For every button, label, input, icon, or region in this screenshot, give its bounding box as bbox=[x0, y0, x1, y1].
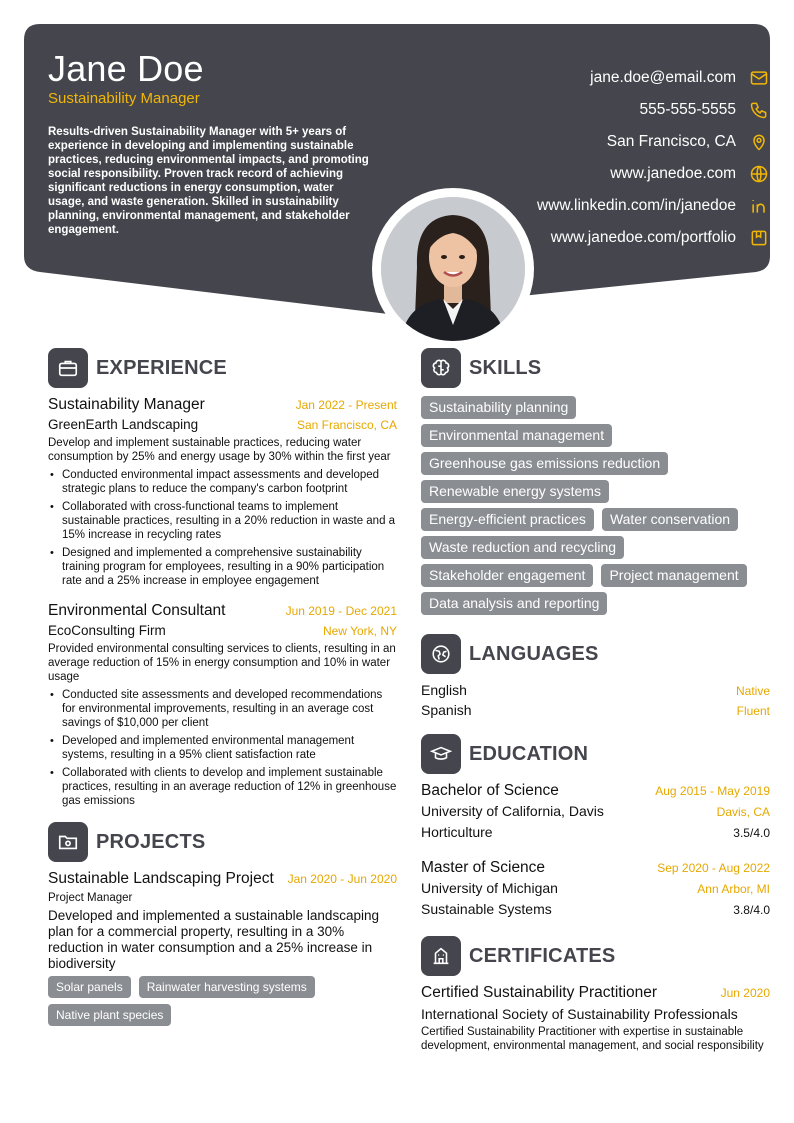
school: University of California, Davis bbox=[421, 803, 604, 819]
degree: Bachelor of Science bbox=[421, 782, 559, 799]
contact-phone-text[interactable]: 555-555-5555 bbox=[639, 101, 736, 118]
contact-location bbox=[450, 126, 770, 158]
project-tag: Solar panels bbox=[48, 976, 131, 998]
job-bullet: • Conducted environmental impact assessments and developed strategic plans to reduce the company's carbon footprint bbox=[48, 468, 397, 496]
skill-tag: Project management bbox=[601, 564, 746, 587]
education-entry bbox=[421, 782, 770, 845]
school: University of Michigan bbox=[421, 880, 558, 896]
contact-phone[interactable] bbox=[450, 94, 770, 126]
job-title: Environmental Consultant bbox=[48, 602, 226, 619]
certificate-title: Certified Sustainability Practitioner bbox=[421, 984, 658, 1001]
portfolio-icon bbox=[748, 227, 770, 249]
location-pin-icon bbox=[748, 131, 770, 153]
job-title: Sustainability Manager bbox=[48, 396, 205, 413]
contact-website-text[interactable]: www.janedoe.com bbox=[610, 165, 736, 182]
certificate-description: Certified Sustainability Practitioner with expertise in sustainable development, environmental management, and social responsibility bbox=[421, 1026, 764, 1052]
company-name: GreenEarth Landscaping bbox=[48, 417, 199, 432]
gpa: 3.8/4.0 bbox=[733, 903, 770, 917]
certificate-organization: International Society of Sustainability Professionals bbox=[421, 1006, 738, 1022]
skill-tag: Stakeholder engagement bbox=[421, 564, 593, 587]
education-title: EDUCATION bbox=[469, 742, 589, 765]
certificates-section-header bbox=[421, 936, 770, 976]
right-column bbox=[421, 348, 770, 1063]
job-bullets bbox=[48, 468, 397, 588]
languages-list bbox=[421, 682, 770, 722]
gpa: 3.5/4.0 bbox=[733, 826, 770, 840]
experience-title: EXPERIENCE bbox=[96, 356, 227, 379]
language-level: Native bbox=[735, 684, 770, 698]
language-name: English bbox=[421, 682, 467, 698]
job-date: Jan 2022 - Present bbox=[295, 398, 397, 412]
skills-section-header bbox=[421, 348, 770, 388]
project-tag: Rainwater harvesting systems bbox=[139, 976, 315, 998]
projects-section-header bbox=[48, 822, 397, 862]
experience-entry bbox=[48, 602, 397, 808]
education-entry bbox=[421, 859, 770, 922]
projects-title: PROJECTS bbox=[96, 830, 206, 853]
left-column bbox=[48, 348, 397, 1042]
skill-tag: Sustainability planning bbox=[421, 396, 576, 419]
job-date: Jun 2019 - Dec 2021 bbox=[285, 604, 397, 618]
job-bullets bbox=[48, 688, 397, 808]
profile-photo bbox=[381, 197, 525, 341]
candidate-name: Jane Doe bbox=[48, 48, 204, 89]
job-bullet: • Developed and implemented environmental management systems, resulting in a 95% client satisfaction rate bbox=[48, 734, 397, 762]
project-title: Sustainable Landscaping Project bbox=[48, 870, 274, 887]
contact-portfolio-text[interactable]: www.janedoe.com/portfolio bbox=[550, 229, 736, 246]
skill-tag: Environmental management bbox=[421, 424, 612, 447]
project-date: Jan 2020 - Jun 2020 bbox=[287, 872, 397, 886]
project-tag: Native plant species bbox=[48, 1004, 171, 1026]
languages-title: LANGUAGES bbox=[469, 642, 599, 665]
field-of-study: Sustainable Systems bbox=[421, 901, 552, 917]
contact-email-text[interactable]: jane.doe@email.com bbox=[590, 69, 736, 86]
project-entry bbox=[48, 870, 397, 1032]
mail-icon bbox=[748, 67, 770, 89]
contact-location-text: San Francisco, CA bbox=[606, 133, 736, 150]
company-name: EcoConsulting Firm bbox=[48, 623, 166, 638]
certificate-entry bbox=[421, 984, 770, 1053]
graduation-cap-icon bbox=[421, 734, 461, 774]
job-location: New York, NY bbox=[322, 624, 397, 638]
language-icon bbox=[421, 634, 461, 674]
job-bullet: • Collaborated with clients to develop and implement sustainable practices, resulting in an average reduction of 12% in greenhouse gas emissions bbox=[48, 766, 397, 808]
field-of-study: Horticulture bbox=[421, 824, 493, 840]
skill-tag: Water conservation bbox=[602, 508, 738, 531]
contact-email[interactable] bbox=[450, 62, 770, 94]
language-row bbox=[421, 702, 770, 722]
candidate-role: Sustainability Manager bbox=[48, 90, 200, 107]
job-bullet: • Designed and implemented a comprehensive sustainability training program for employees, resulting in a 90% participation rate and a 25% increase in employee engagement bbox=[48, 546, 397, 588]
profile-photo-frame bbox=[372, 188, 534, 350]
contact-linkedin-text[interactable]: www.linkedin.com/in/janedoe bbox=[536, 197, 736, 214]
project-tags bbox=[48, 976, 397, 1032]
contact-website[interactable] bbox=[450, 158, 770, 190]
experience-section-header bbox=[48, 348, 397, 388]
job-bullet: • Collaborated with cross-functional teams to implement sustainable practices, resulting in a 20% reduction in waste and a 15% increase in recycling rates bbox=[48, 500, 397, 542]
languages-section-header bbox=[421, 634, 770, 674]
school-location: Ann Arbor, MI bbox=[697, 882, 770, 896]
language-name: Spanish bbox=[421, 702, 472, 718]
job-location: San Francisco, CA bbox=[296, 418, 397, 432]
job-description: Provided environmental consulting services to clients, resulting in an average reduction of 15% in energy consumption and 10% in water usage bbox=[48, 643, 396, 683]
certificate-date: Jun 2020 bbox=[720, 986, 770, 1000]
skill-tag: Greenhouse gas emissions reduction bbox=[421, 452, 668, 475]
skill-tag: Waste reduction and recycling bbox=[421, 536, 624, 559]
degree: Master of Science bbox=[421, 859, 546, 876]
skills-title: SKILLS bbox=[469, 356, 542, 379]
education-date: Aug 2015 - May 2019 bbox=[655, 784, 770, 798]
linkedin-icon bbox=[748, 195, 770, 217]
skill-tag: Energy-efficient practices bbox=[421, 508, 594, 531]
phone-icon bbox=[748, 99, 770, 121]
school-location: Davis, CA bbox=[716, 805, 770, 819]
profile-summary: Results-driven Sustainability Manager with 5+ years of experience in developing and implementing sustainable practices, reducing environmental impacts, and promoting social responsibility. Proven track record of achieving significant reductions in energy consumption, water usage, and waste generation. Skilled in sustainability planning, environmental management, and stakeholder engagement. bbox=[48, 126, 369, 236]
briefcase-icon bbox=[48, 348, 88, 388]
experience-entry bbox=[48, 396, 397, 588]
education-section-header bbox=[421, 734, 770, 774]
project-folder-icon bbox=[48, 822, 88, 862]
certificates-title: CERTIFICATES bbox=[469, 944, 616, 967]
skill-tag: Data analysis and reporting bbox=[421, 592, 607, 615]
globe-icon bbox=[748, 163, 770, 185]
project-description: Developed and implemented a sustainable landscaping plan for a commercial property, resulting in a 30% reduction in water consumption and a 25% increase in biodiversity bbox=[48, 908, 379, 971]
job-bullet: • Conducted site assessments and developed recommendations for environmental improvements, resulting in an average cost savings of $10,000 per client bbox=[48, 688, 397, 730]
language-row bbox=[421, 682, 770, 702]
skill-tag: Renewable energy systems bbox=[421, 480, 609, 503]
education-date: Sep 2020 - Aug 2022 bbox=[657, 861, 770, 875]
job-description: Develop and implement sustainable practices, reducing water consumption by 25% and energy usage by 30% within the first year bbox=[48, 437, 391, 463]
language-level: Fluent bbox=[736, 704, 770, 718]
skills-list bbox=[421, 396, 770, 620]
brain-icon bbox=[421, 348, 461, 388]
certificate-building-icon bbox=[421, 936, 461, 976]
project-role: Project Manager bbox=[48, 892, 133, 904]
